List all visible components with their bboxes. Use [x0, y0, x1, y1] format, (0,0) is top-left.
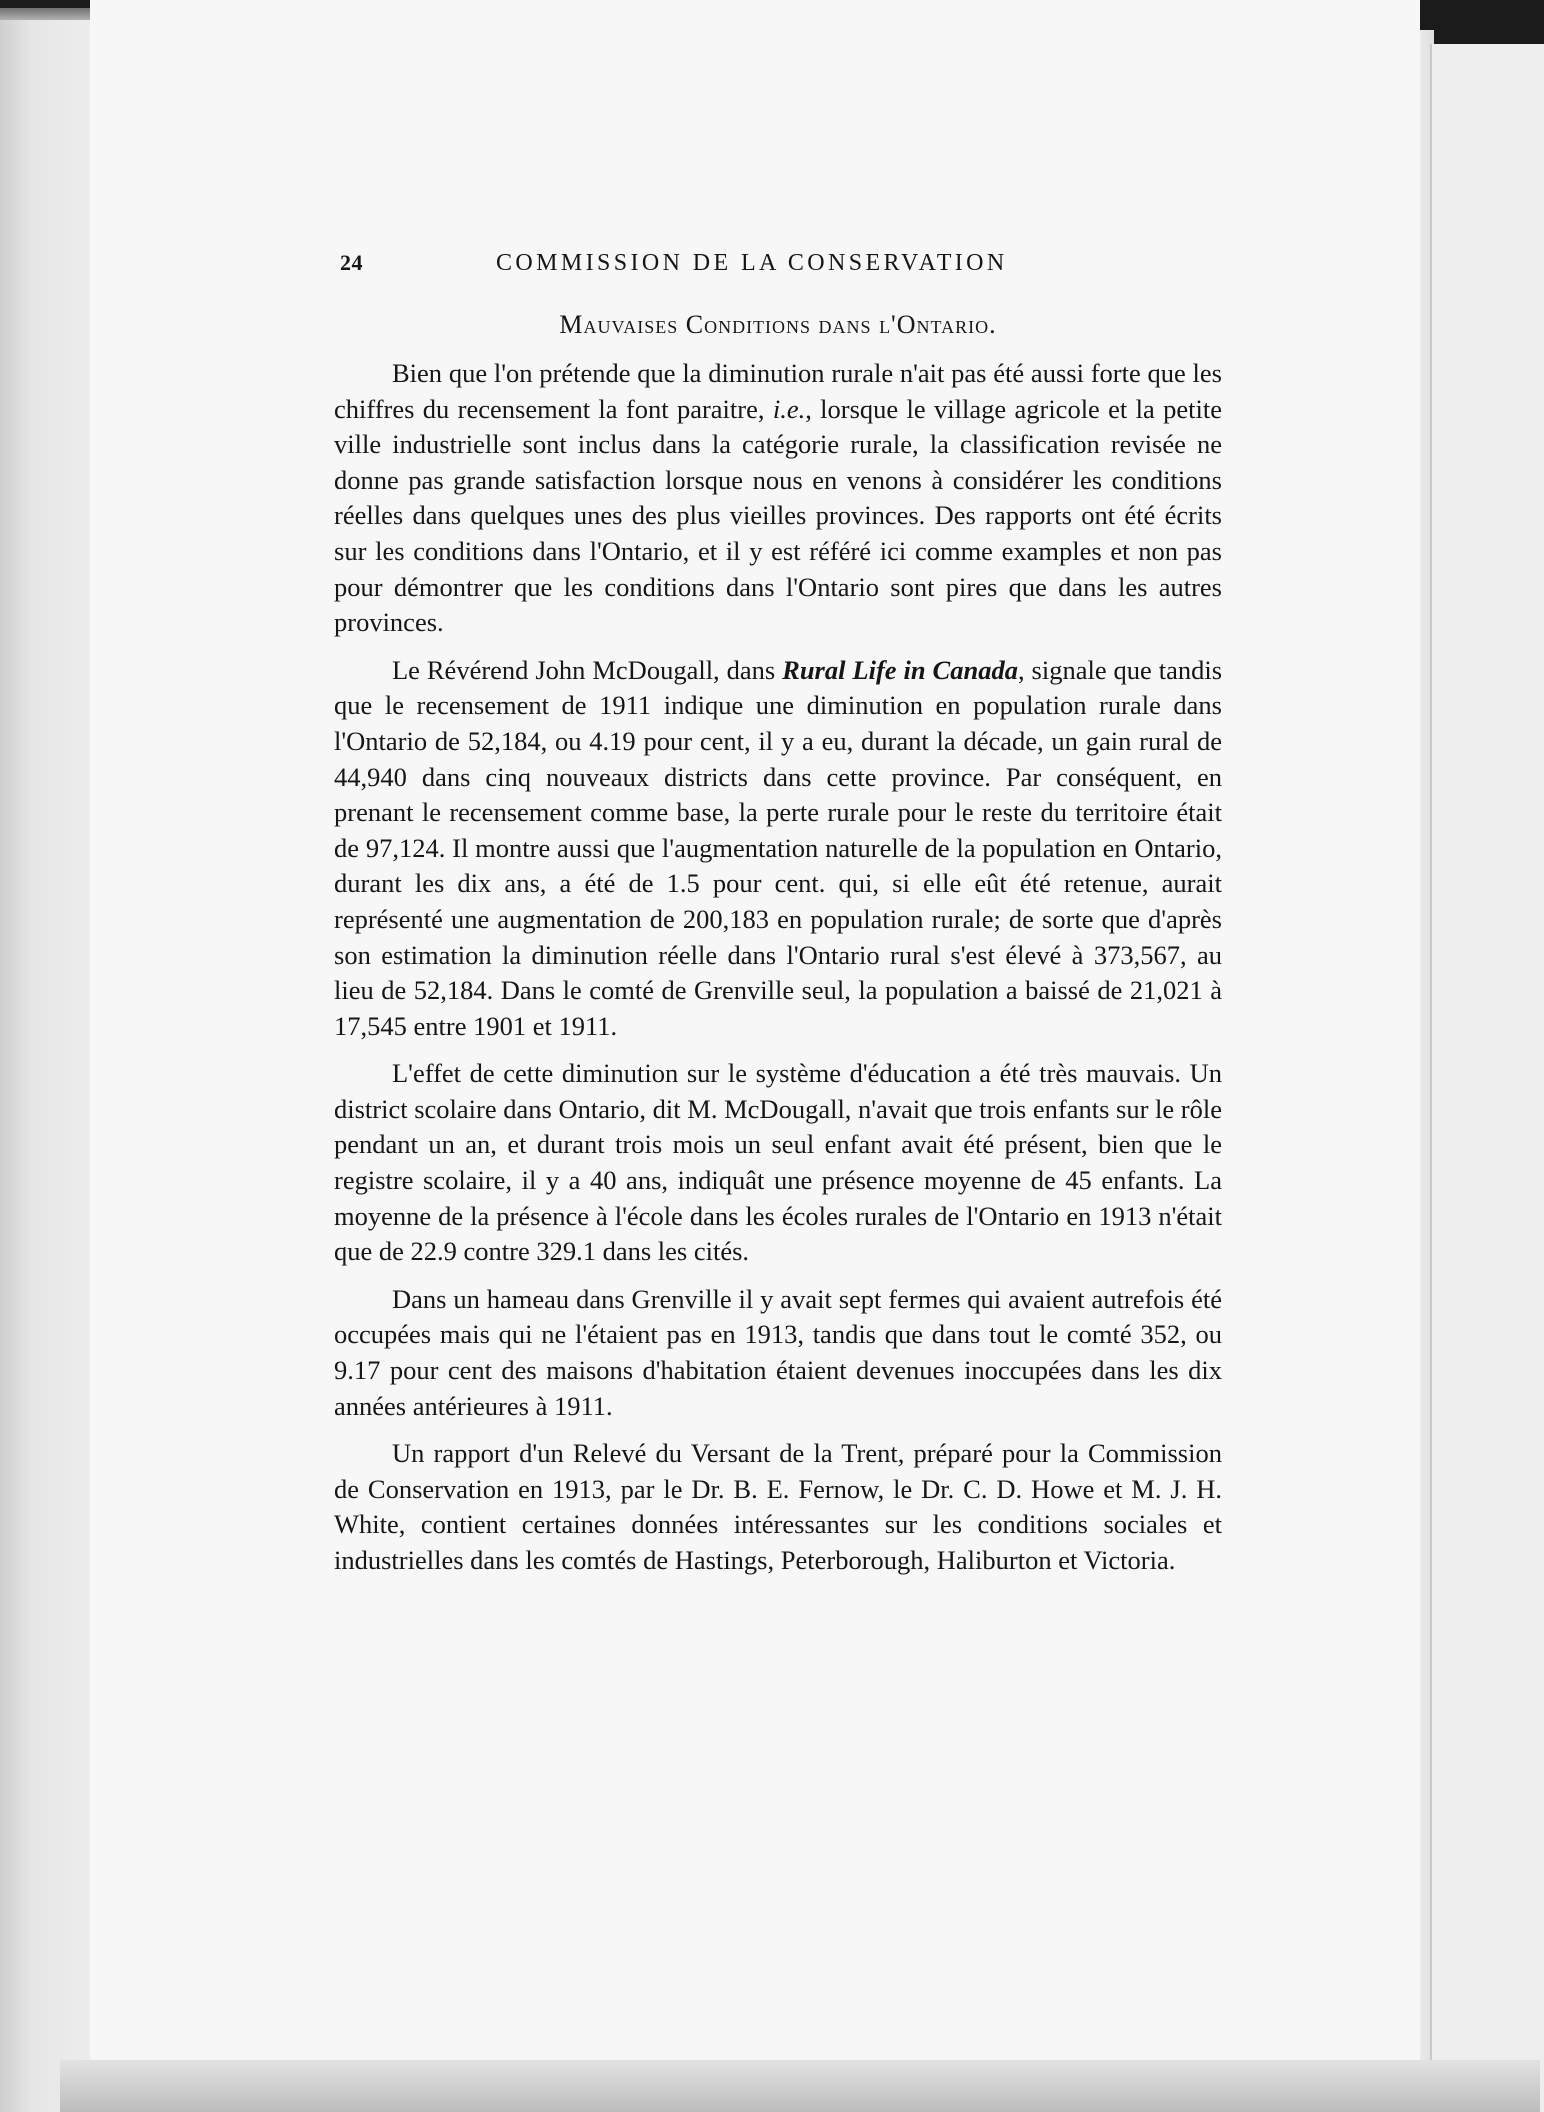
back-sheet-edge	[1430, 44, 1544, 2112]
running-head	[334, 250, 1222, 290]
running-title: COMMISSION DE LA CONSERVATION	[496, 250, 1008, 276]
paragraph-1-text-after: , lorsque le village agricole et la petite ville industrielle sont inclus dans la catégorie rurale, la classification revisée ne donne pas grande satisfaction lorsque nous en venons à considérer les conditions réelles dans quelques unes des plus vieilles provinces. Des rapports ont été écrits sur les conditions dans l'Ontario, et il y est référé ici comme examples et non pas pour démontrer que les conditions dans l'Ontario sont pires que dans les autres provinces.	[334, 393, 1222, 638]
paragraph-5-text: Un rapport d'un Relevé du Versant de la Trent, préparé pour la Commission de Conservation en 1913, par le Dr. B. E. Fernow, le Dr. C. D. Howe et M. J. H. White, contient certaines données intéressantes sur les conditions sociales et industrielles dans les comtés de Hastings, Peterborough, Haliburton et Victoria.	[334, 1438, 1222, 1575]
section-title: Mauvaises Conditions dans l'Ontario.	[559, 310, 997, 339]
paragraph-2-text-after: , signale que tandis que le recensement de 1911 indique une diminution en population rurale dans l'Ontario de 52,184, ou 4.19 pour cent, il y a eu, durant la décade, un gain rural de 44,940 dans cinq nouveaux districts dans cette province. Par conséquent, en prenant le recensement comme base, la perte rurale pour le reste du territoire était de 97,124. Il montre aussi que l'augmentation naturelle de la population en Ontario, durant les dix ans, a été de 1.5 pour cent. qui, si elle eût été retenue, aurait représenté une augmentation de 200,183 en population rurale; de sorte que d'après son estimation la diminution réelle dans l'Ontario rural s'est élevé à 373,567, au lieu de 52,184. Dans le comté de Grenville seul, la population a baissé de 21,021 à 17,545 entre 1901 et 1911.	[334, 654, 1223, 1041]
body-paragraphs	[334, 356, 1222, 1591]
paragraph-2-text-before: Le Révérend John McDougall, dans	[392, 654, 783, 685]
paragraph-4	[334, 1282, 1222, 1424]
paragraph-4-text: Dans un hameau dans Grenville il y avait sept fermes qui avaient autrefois été occupées mais qui ne l'étaient pas en 1913, tandis que dans tout le comté 352, ou 9.17 pour cent des maisons d'habitation étaient devenues inoccupées dans les dix années antérieures à 1911.	[334, 1283, 1222, 1421]
paragraph-2	[334, 653, 1222, 1045]
paragraph-1-text-before: Bien que l'on prétende que la diminution rurale n'ait pas été aussi forte que les chiffres du recensement la font paraitre,	[334, 358, 1222, 424]
paragraph-1	[334, 356, 1222, 641]
paragraph-3	[334, 1056, 1222, 1270]
paragraph-5	[334, 1436, 1222, 1578]
paragraph-3-text: L'effet de cette diminution sur le système d'éducation a été très mauvais. Un district scolaire dans Ontario, dit M. McDougall, n'avait que trois enfants sur le rôle pendant un an, et durant trois mois un seul enfant avait été présent, bien que le registre scolaire, il y a 40 ans, indiquât une présence moyenne de 45 enfants. La moyenne de la présence à l'école dans les écoles rurales de l'Ontario en 1913 n'était que de 22.9 contre 329.1 dans les cités.	[334, 1058, 1222, 1267]
paragraph-2-italic: Rural Life in Canada	[782, 654, 1018, 685]
scan-bottom-edge	[60, 2060, 1540, 2112]
paragraph-1-italic: i.e.	[772, 393, 806, 424]
page-number: 24	[340, 250, 363, 275]
